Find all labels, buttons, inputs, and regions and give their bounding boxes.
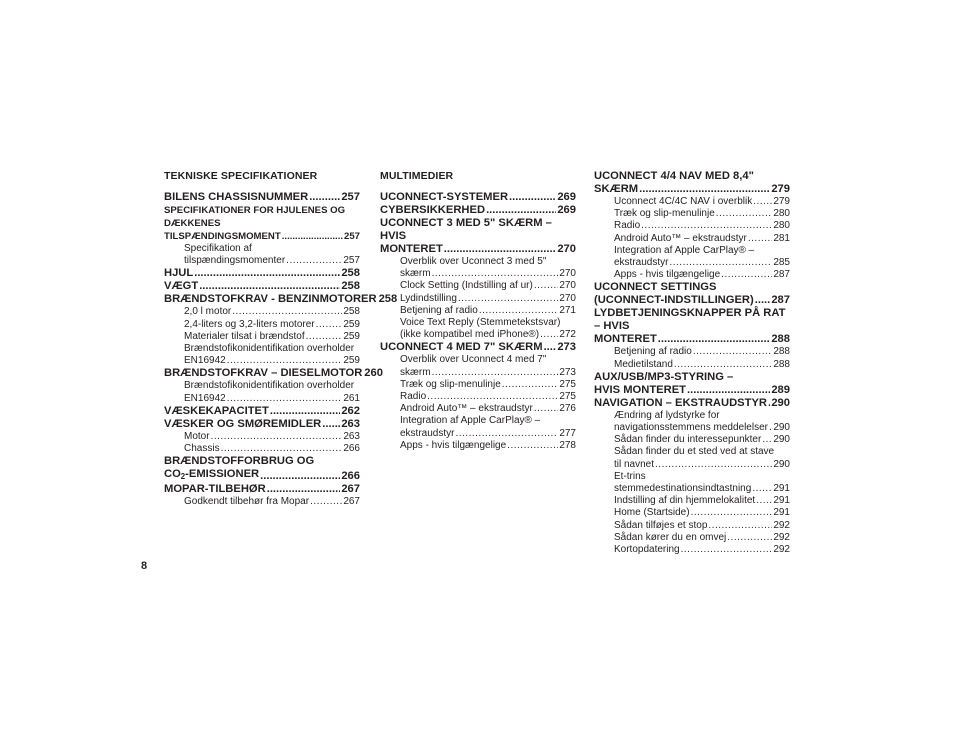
toc-entry[interactable]: Motor ..... 263 [164, 431, 360, 443]
toc-entry[interactable]: Brændstofikonidentifikation overholder EN16942 ..... 261 [164, 380, 360, 404]
page-ref: 259 [343, 355, 360, 367]
page-ref: 288 [773, 346, 790, 358]
toc-entry[interactable]: NAVIGATION – EKSTRAUDSTYR ..... 290 [594, 397, 790, 410]
page-ref: 270 [559, 292, 576, 304]
toc-entry[interactable]: Materialer tilsat i brændstof ..... 259 [164, 331, 360, 343]
toc-entry[interactable]: Clock Setting (Indstilling af ur) ..... 270 [380, 280, 576, 292]
page-ref: 262 [341, 404, 360, 417]
page-ref: 258 [343, 306, 360, 318]
toc-column-2 [380, 170, 576, 452]
toc-entry[interactable]: UCONNECT 4/4 NAV MED 8,4" SKÆRM ..... 279 [594, 170, 790, 196]
toc-entry[interactable]: Home (Startside) ..... 291 [594, 507, 790, 519]
toc-entry[interactable]: Brændstofikonidentifikation overholder EN16942 ..... 259 [164, 343, 360, 367]
toc-entry[interactable]: Radio ..... 280 [594, 220, 790, 232]
page-ref: 287 [773, 269, 790, 281]
toc-entry[interactable]: SPECIFIKATIONER FOR HJULENES OG DÆKKENES TILSPÆNDINGSMOMENT ..... 257 [164, 204, 360, 243]
toc-entry[interactable]: Sådan kører du en omvej ..... 292 [594, 532, 790, 544]
page-ref: 258 [341, 267, 360, 280]
page-ref: 279 [771, 183, 790, 195]
page-ref: 257 [343, 255, 360, 267]
page-ref: 291 [773, 507, 790, 519]
toc-entry[interactable]: UCONNECT-SYSTEMER ..... 269 [380, 191, 576, 204]
toc-entry[interactable]: Overblik over Uconnect 3 med 5" skærm ..... 270 [380, 256, 576, 280]
page-ref: 263 [341, 417, 360, 430]
toc-entry[interactable]: Specifikation af tilspændingsmomenter ..... 257 [164, 243, 360, 267]
toc-column-3 [594, 170, 790, 556]
page-ref: 279 [773, 196, 790, 207]
toc-entry[interactable]: BILENS CHASSISNUMMER ..... 257 [164, 191, 360, 204]
page-ref: 258 [341, 280, 360, 293]
toc-entry[interactable]: Betjening af radio ..... 288 [594, 346, 790, 358]
toc-entry[interactable]: Sådan finder du et sted ved at stave til navnet ..... 290 [594, 446, 790, 470]
section-heading: TEKNISKE SPECIFIKATIONER [164, 170, 318, 182]
page-ref: 259 [343, 330, 360, 342]
toc-entry[interactable]: Godkendt tilbehør fra Mopar ..... 267 [164, 496, 360, 508]
page-ref: 273 [557, 341, 576, 354]
page-ref: 275 [559, 391, 576, 403]
toc-column-1 [164, 170, 398, 508]
page-ref: 290 [771, 396, 790, 409]
page-ref: 273 [559, 366, 576, 378]
page-ref: 276 [559, 403, 576, 415]
page-ref: 272 [559, 329, 576, 341]
toc-entry[interactable]: Kortopdatering ..... 292 [594, 544, 790, 556]
toc-entry[interactable]: Ændring af lydstyrke for navigationsstemmens meddelelser ..... 290 [594, 410, 790, 434]
toc-entry[interactable]: Voice Text Reply (Stemmetekstsvar) (ikke kompatibel med iPhone®) ..... 272 [380, 317, 576, 341]
page-ref: 263 [343, 430, 360, 442]
toc-entry[interactable]: VÆSKER OG SMØREMIDLER ..... 263 [164, 418, 360, 431]
page-ref: 261 [343, 392, 360, 404]
page-ref: 278 [559, 439, 576, 451]
toc-entry[interactable]: Et-trins stemmedestinationsindtastning ..... 291 [594, 471, 790, 495]
toc-entry[interactable]: BRÆNDSTOFFORBRUG OG $CO_2$-EMISSIONER ..... 266 [164, 455, 360, 483]
page-ref: 287 [771, 294, 790, 307]
toc-entry[interactable]: Sådan finder du interessepunkter ..... 290 [594, 434, 790, 446]
toc-entry[interactable]: 2,0 l motor ..... 258 [164, 306, 360, 318]
toc-entry[interactable]: Integration af Apple CarPlay® – ekstraudstyr ..... 277 [380, 415, 576, 439]
toc-entry[interactable]: CYBERSIKKERHED ..... 269 [380, 204, 576, 217]
page-ref: 269 [557, 191, 576, 203]
page-ref: 267 [343, 496, 360, 508]
page-ref: 281 [773, 232, 790, 244]
page-ref: 277 [559, 427, 576, 439]
toc-entry[interactable]: Træk og slip-menulinje ..... 275 [380, 379, 576, 391]
toc-entry[interactable]: VÆGT ..... 258 [164, 280, 360, 293]
toc-entry[interactable]: Android Auto™ – ekstraudstyr ..... 281 [594, 233, 790, 245]
page-ref: 259 [343, 318, 360, 330]
toc-entry[interactable]: Apps - hvis tilgængelige ..... 278 [380, 440, 576, 452]
toc-entry[interactable]: Apps - hvis tilgængelige ..... 287 [594, 269, 790, 281]
page-ref: 269 [557, 204, 576, 216]
page-ref: 290 [773, 434, 790, 446]
toc-entry[interactable]: Indstilling af din hjemmelokalitet ..... 291 [594, 495, 790, 507]
toc-entry[interactable]: UCONNECT 3 MED 5" SKÆRM – HVIS MONTERET ..... 270 [380, 217, 576, 256]
toc-entry[interactable]: AUX/USB/MP3-STYRING – HVIS MONTERET ..... 289 [594, 371, 790, 397]
toc-entry[interactable]: Radio ..... 275 [380, 391, 576, 403]
toc-entry[interactable]: Træk og slip-menulinje ..... 280 [594, 208, 790, 220]
page-ref: 258 [378, 293, 398, 306]
toc-entry[interactable]: Overblik over Uconnect 4 med 7" skærm ..... 273 [380, 354, 576, 378]
page-ref: 266 [343, 443, 360, 455]
toc-entry[interactable]: Uconnect 4C/4C NAV i overblik ..... 279 [594, 196, 790, 208]
page-ref: 291 [773, 495, 790, 507]
page-ref: 270 [559, 280, 576, 292]
toc-entry[interactable]: Integration af Apple CarPlay® – ekstraudstyr ..... 285 [594, 245, 790, 269]
toc-entry[interactable]: LYDBETJENINGSKNAPPER PÅ RAT – HVIS MONTERET ..... 288 [594, 307, 790, 346]
page-ref: 266 [341, 470, 360, 483]
page-ref: 260 [364, 367, 383, 380]
page-ref: 292 [773, 531, 790, 543]
page-number: 8 [141, 560, 148, 572]
page-ref: 270 [557, 243, 576, 255]
toc-entry[interactable]: Medietilstand ..... 288 [594, 359, 790, 371]
toc-entry[interactable]: UCONNECT 4 MED 7" SKÆRM ..... 273 [380, 341, 576, 354]
page-ref: 271 [559, 304, 576, 316]
page-ref: 275 [559, 378, 576, 390]
toc-entry[interactable]: Betjening af radio ..... 271 [380, 305, 576, 317]
toc-entry[interactable]: BRÆNDSTOFKRAV - BENZINMOTORER 258 [164, 293, 398, 306]
page-ref: 270 [559, 268, 576, 280]
page-ref: 267 [341, 483, 360, 496]
toc-entry[interactable]: UCONNECT SETTINGS (UCONNECT-INDSTILLINGER) ..... 287 [594, 281, 790, 307]
page-ref: 280 [773, 208, 790, 220]
page-ref: 285 [773, 257, 790, 269]
page-ref: 292 [773, 544, 790, 556]
page-ref: 288 [773, 358, 790, 370]
toc-entry[interactable]: Chassis ..... 266 [164, 443, 360, 455]
toc-entry[interactable]: BRÆNDSTOFKRAV – DIESELMOTOR 260 [164, 367, 383, 380]
page-ref: 290 [773, 458, 790, 470]
page-ref: 290 [773, 422, 790, 434]
page-ref: 291 [773, 483, 790, 495]
page-ref: 289 [771, 383, 790, 396]
toc-entry[interactable]: 2,4-liters og 3,2-liters motorer ..... 259 [164, 319, 360, 331]
toc-entry[interactable]: HJUL ..... 258 [164, 267, 360, 280]
toc-entry[interactable]: Lydindstilling ..... 270 [380, 293, 576, 305]
page-ref: 288 [771, 333, 790, 346]
toc-entry[interactable]: Sådan tilføjes et stop ..... 292 [594, 520, 790, 532]
section-heading: MULTIMEDIER [380, 170, 454, 182]
page-ref: 292 [773, 519, 790, 531]
toc-entry[interactable]: VÆSKEKAPACITET ..... 262 [164, 405, 360, 418]
page-ref: 280 [773, 220, 790, 232]
page-ref: 257 [341, 191, 360, 203]
toc-entry[interactable]: Android Auto™ – ekstraudstyr ..... 276 [380, 403, 576, 415]
toc-entry[interactable]: MOPAR-TILBEHØR ..... 267 [164, 483, 360, 496]
page-ref: 257 [343, 231, 360, 242]
